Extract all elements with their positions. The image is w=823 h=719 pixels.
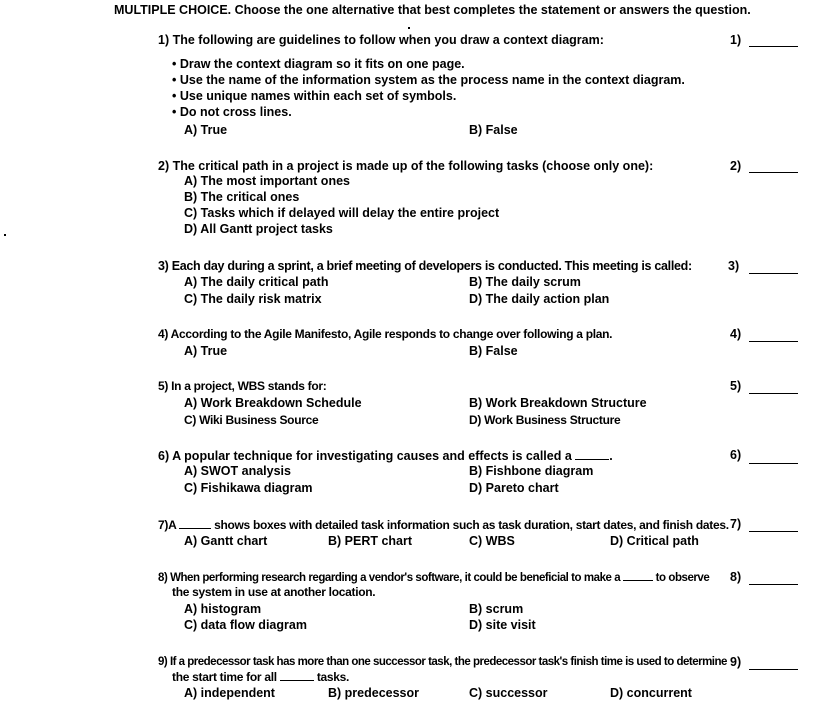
stray-mark bbox=[4, 234, 6, 236]
question-number: 1) bbox=[158, 33, 170, 47]
question-stem: When performing research regarding a vendor's software, it could be beneficial to make a bbox=[170, 572, 621, 584]
question-stem: In a project, WBS stands for: bbox=[171, 379, 327, 393]
answer-blank[interactable] bbox=[749, 46, 798, 47]
question-stem-line-2: the start time for all bbox=[172, 670, 277, 684]
answer-blank[interactable] bbox=[749, 584, 798, 585]
answer-blank[interactable] bbox=[749, 393, 798, 394]
option-a[interactable]: A) Work Breakdown Schedule bbox=[184, 396, 362, 410]
option-c[interactable]: C) Fishikawa diagram bbox=[184, 481, 313, 495]
answer-blank[interactable] bbox=[749, 341, 798, 342]
question-stem: According to the Agile Manifesto, Agile responds to change over following a plan. bbox=[170, 327, 613, 341]
option-c[interactable]: C) Wiki Business Source bbox=[184, 413, 319, 427]
question-number: 3) bbox=[158, 259, 169, 273]
option-b[interactable]: B) The critical ones bbox=[184, 190, 300, 204]
question-stem: The following are guidelines to follow when you draw a context diagram: bbox=[172, 33, 604, 47]
question-number: 6) bbox=[158, 449, 170, 463]
option-b[interactable]: B) Fishbone diagram bbox=[469, 464, 594, 478]
question-number: 7) bbox=[158, 518, 169, 532]
bullet-item: • Use the name of the information system as the process name in the context diagram. bbox=[172, 73, 685, 87]
answer-number: 6) bbox=[730, 448, 742, 462]
question-stem-end: shows boxes with detailed task information such as task duration, start dates, and finish dates. bbox=[214, 518, 729, 532]
fill-in-blank bbox=[280, 670, 314, 681]
option-a[interactable]: A) The daily critical path bbox=[184, 275, 329, 289]
question-stem: The critical path in a project is made up of the following tasks (choose only one): bbox=[172, 159, 654, 173]
option-b[interactable]: B) predecessor bbox=[328, 686, 420, 700]
answer-blank[interactable] bbox=[749, 531, 798, 532]
answer-blank[interactable] bbox=[749, 463, 798, 464]
answer-number: 7) bbox=[730, 517, 742, 531]
question-number: 2) bbox=[158, 159, 170, 173]
option-d[interactable]: D) Critical path bbox=[610, 534, 699, 548]
fill-in-blank bbox=[179, 517, 211, 529]
question-stem-end: to observe bbox=[655, 572, 710, 584]
option-d[interactable]: D) Work Business Structure bbox=[469, 413, 621, 427]
option-d[interactable]: D) Pareto chart bbox=[469, 481, 559, 495]
question-stem-end: . bbox=[609, 449, 613, 463]
option-a[interactable]: A) SWOT analysis bbox=[184, 464, 291, 478]
option-a[interactable]: A) The most important ones bbox=[184, 174, 350, 188]
option-a[interactable]: A) histogram bbox=[184, 602, 262, 616]
answer-number: 4) bbox=[730, 327, 742, 341]
option-b[interactable]: B) The daily scrum bbox=[469, 275, 581, 289]
option-a[interactable]: A) True bbox=[184, 123, 228, 137]
answer-number: 1) bbox=[730, 33, 742, 47]
option-c[interactable]: C) The daily risk matrix bbox=[184, 292, 322, 306]
question-stem-start: A bbox=[168, 518, 176, 532]
bullet-item: • Do not cross lines. bbox=[172, 105, 292, 119]
answer-blank[interactable] bbox=[749, 172, 798, 173]
bullet-item: • Draw the context diagram so it fits on one page. bbox=[172, 57, 465, 71]
answer-number: 2) bbox=[730, 159, 742, 173]
option-c[interactable]: C) successor bbox=[469, 686, 548, 700]
option-d[interactable]: D) All Gantt project tasks bbox=[184, 222, 333, 236]
option-c[interactable]: C) data flow diagram bbox=[184, 618, 307, 632]
option-d[interactable]: D) site visit bbox=[469, 618, 536, 632]
answer-blank[interactable] bbox=[749, 669, 798, 670]
option-b[interactable]: B) False bbox=[469, 123, 518, 137]
option-d[interactable]: D) concurrent bbox=[610, 686, 692, 700]
question-number: 4) bbox=[158, 327, 169, 341]
answer-blank[interactable] bbox=[749, 273, 798, 274]
answer-number: 5) bbox=[730, 379, 742, 393]
question-number: 8) bbox=[158, 572, 168, 584]
question-number: 9) bbox=[158, 656, 168, 668]
option-a[interactable]: A) independent bbox=[184, 686, 275, 700]
stray-mark bbox=[408, 27, 410, 29]
option-b[interactable]: B) PERT chart bbox=[328, 534, 413, 548]
option-d[interactable]: D) The daily action plan bbox=[469, 292, 610, 306]
question-number: 5) bbox=[158, 379, 169, 393]
answer-number: 8) bbox=[730, 570, 742, 584]
option-b[interactable]: B) False bbox=[469, 344, 518, 358]
option-a[interactable]: A) True bbox=[184, 344, 228, 358]
fill-in-blank bbox=[623, 570, 653, 581]
fill-in-blank bbox=[575, 448, 609, 460]
question-stem-end: tasks. bbox=[316, 670, 350, 684]
option-c[interactable]: C) WBS bbox=[469, 534, 515, 548]
question-stem: Each day during a sprint, a brief meeting of developers is conducted. This meeting is called: bbox=[171, 259, 692, 273]
question-stem: A popular technique for investigating causes and effects is called a bbox=[172, 449, 572, 463]
bullet-item: • Use unique names within each set of symbols. bbox=[172, 89, 457, 103]
question-stem: If a predecessor task has more than one successor task, the predecessor task's finish time is used to determine bbox=[169, 656, 727, 668]
instructions-header: MULTIPLE CHOICE. Choose the one alternative that best completes the statement or answers the question. bbox=[114, 3, 751, 17]
answer-number: 3) bbox=[728, 259, 740, 273]
option-c[interactable]: C) Tasks which if delayed will delay the entire project bbox=[184, 206, 500, 220]
answer-number: 9) bbox=[730, 655, 742, 669]
option-b[interactable]: B) Work Breakdown Structure bbox=[469, 396, 647, 410]
option-b[interactable]: B) scrum bbox=[469, 602, 524, 616]
option-a[interactable]: A) Gantt chart bbox=[184, 534, 268, 548]
question-stem-line-2: the system in use at another location. bbox=[172, 585, 376, 599]
